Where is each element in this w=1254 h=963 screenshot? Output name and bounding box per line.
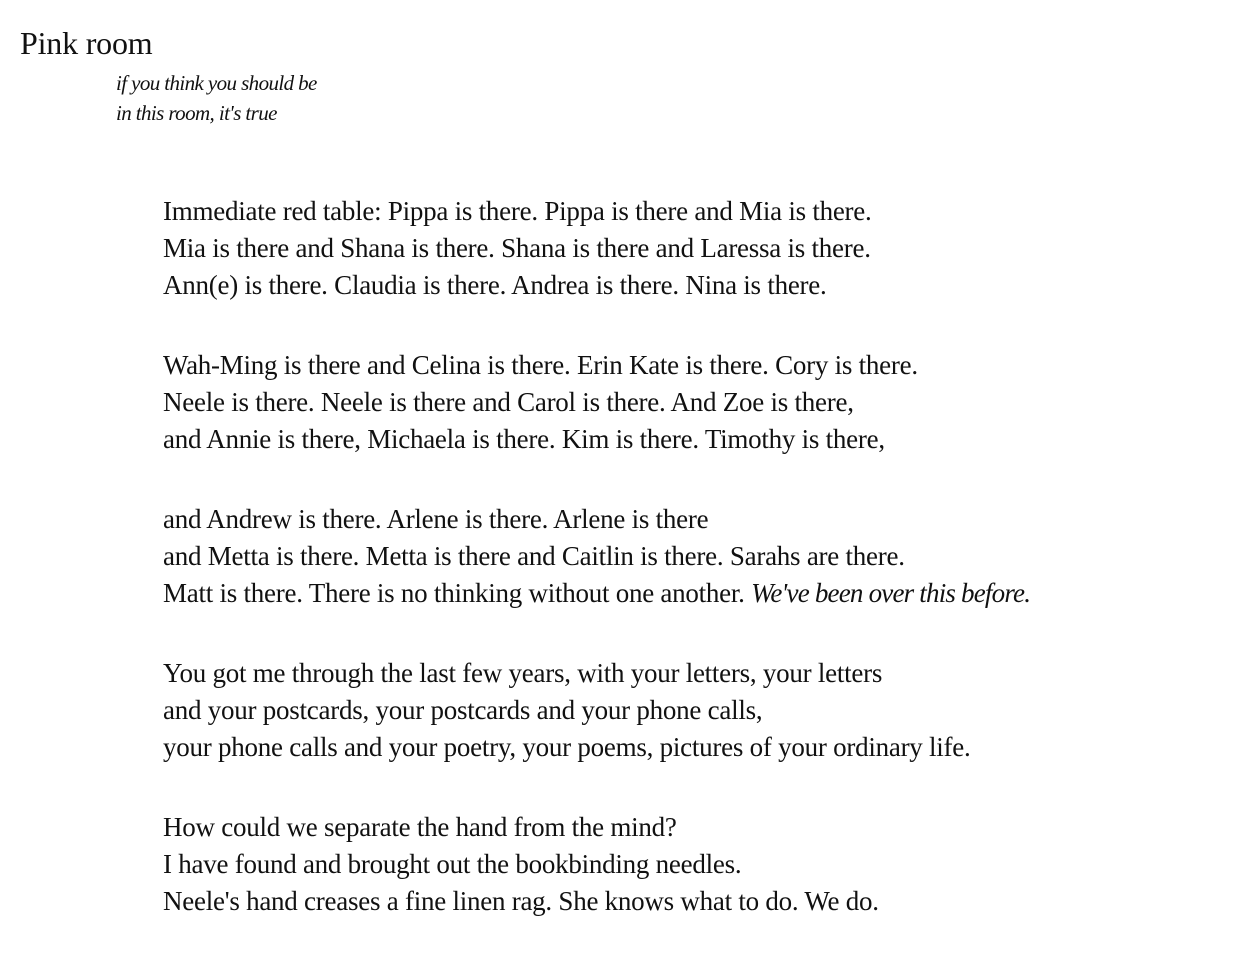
poem-line: and Metta is there. Metta is there and Caitlin is there. Sarahs are there.: [163, 541, 905, 571]
poem-line: and your postcards, your postcards and your phone calls,: [163, 695, 763, 725]
poem-body: [163, 193, 1243, 963]
poem-line-mixed: [163, 575, 1243, 612]
epigraph-line: if you think you should be: [116, 71, 317, 95]
poem-line: I have found and brought out the bookbinding needles.: [163, 849, 742, 879]
poem-line: and Annie is there, Michaela is there. Kim is there. Timothy is there,: [163, 424, 885, 454]
poem-line: and Andrew is there. Arlene is there. Arlene is there: [163, 504, 709, 534]
epigraph-line: in this room, it's true: [116, 101, 277, 125]
stanza-2: [163, 347, 1243, 458]
poem-line: Ann(e) is there. Claudia is there. Andrea is there. Nina is there.: [163, 270, 827, 300]
poem-title: Pink room: [20, 25, 153, 61]
poem-line-text: Matt is there. There is no thinking without one another.: [163, 578, 752, 608]
stanza-3: [163, 501, 1243, 612]
stanza-5: [163, 809, 1243, 920]
poem-line: Neele is there. Neele is there and Carol is there. And Zoe is there,: [163, 387, 854, 417]
stanza-4: [163, 655, 1243, 766]
poem-line: Immediate red table: Pippa is there. Pippa is there and Mia is there.: [163, 196, 872, 226]
epigraph: [116, 68, 317, 128]
poem-line: your phone calls and your poetry, your poems, pictures of your ordinary life.: [163, 732, 971, 762]
poem-line: Mia is there and Shana is there. Shana is there and Laressa is there.: [163, 233, 871, 263]
poem-line: Wah-Ming is there and Celina is there. Erin Kate is there. Cory is there.: [163, 350, 918, 380]
poem-line: You got me through the last few years, with your letters, your letters: [163, 658, 883, 688]
poem-line: Neele's hand creases a fine linen rag. She knows what to do. We do.: [163, 886, 879, 916]
poem-line: How could we separate the hand from the mind?: [163, 812, 677, 842]
stanza-1: [163, 193, 1243, 304]
poem-line-italic-text: We've been over this before.: [751, 578, 1031, 608]
